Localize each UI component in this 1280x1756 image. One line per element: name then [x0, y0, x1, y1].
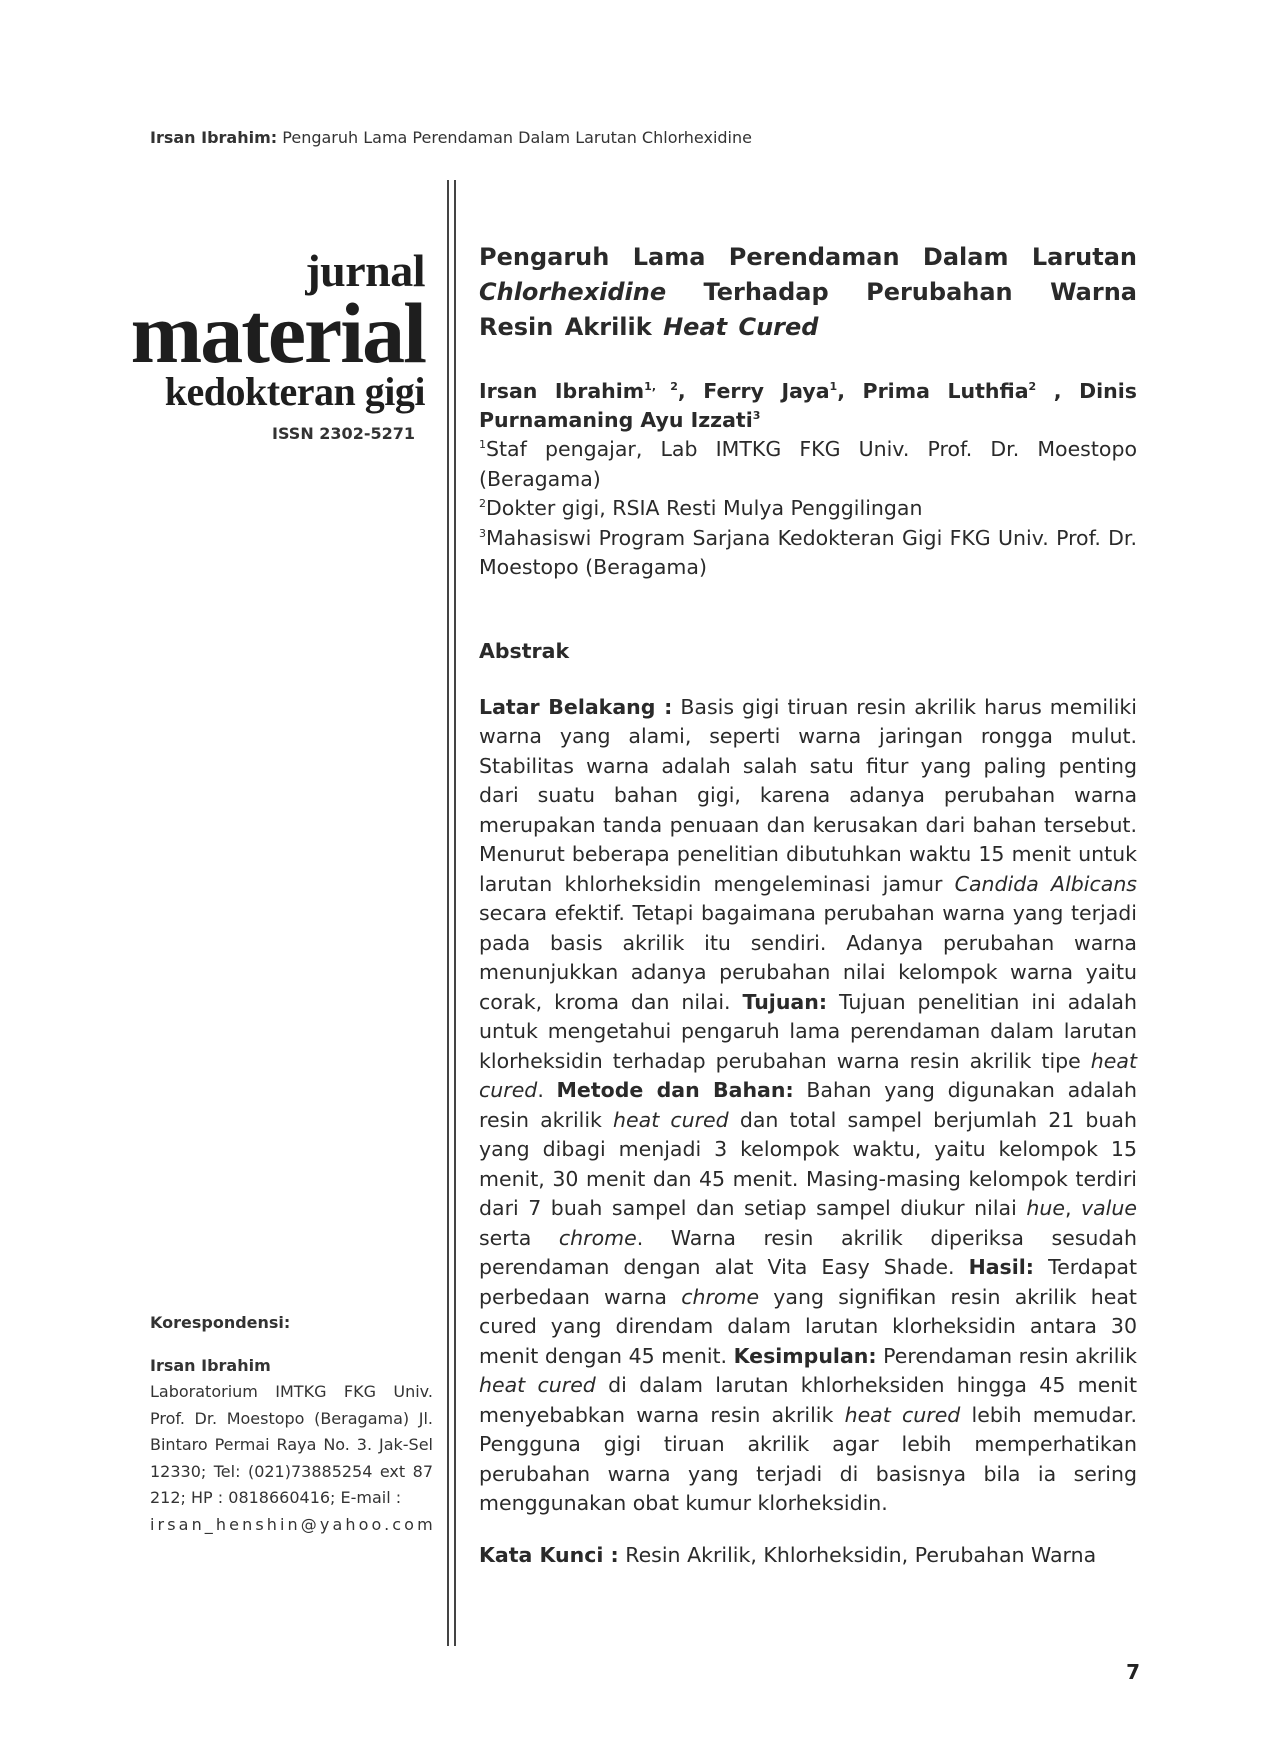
- keywords: [479, 1541, 1137, 1571]
- abstract-latar-label: Latar Belakang :: [479, 694, 673, 719]
- affiliation-1: [479, 435, 1137, 494]
- correspondence-block: [150, 1310, 436, 1538]
- journal-logo-line1: jurnal: [305, 245, 425, 296]
- title-part2: Chlorhexidine: [479, 278, 667, 306]
- journal-logo-line2: material: [130, 285, 425, 381]
- article-main-column: [479, 240, 1137, 1570]
- affiliation-text: Staf pengajar, Lab IMTKG FKG Univ. Prof. Dr. Moestopo (Beragama): [479, 437, 1137, 491]
- issn: ISSN 2302-5271: [272, 424, 415, 443]
- running-head: [150, 128, 752, 147]
- author-name: Dinis Purnamaning Ayu Izzati: [479, 379, 1137, 432]
- abstract-hasil-text2: yang signifikan resin akrilik heat cured yang direndam dalam larutan klorheksidin antara 30 menit dengan 45 menit.: [479, 1284, 1137, 1368]
- abstract-metode-label: Metode dan Bahan:: [556, 1078, 794, 1102]
- abstract-latar-text: Basis gigi tiruan resin akrilik harus memiliki warna yang alami, seperti warna jaringan rongga mulut. Stabilitas warna adalah salah satu fitur yang paling penting dari suatu bahan gigi, karena adanya perubahan warna merupakan tanda penuaan dan kerusakan dari bahan tersebut. Menurut beberapa penelitian dibutuhkan waktu 15 menit untuk larutan khlorheksidin mengeleminasi jamur: [479, 694, 1137, 896]
- affiliation-text: Dokter gigi, RSIA Resti Mulya Penggilingan: [486, 496, 923, 520]
- correspondence-name: Irsan Ibrahim: [150, 1355, 271, 1375]
- title-part4: Heat Cured: [663, 313, 819, 341]
- abstract-heading: Abstrak: [479, 638, 570, 663]
- author-name: Ferry Jaya: [703, 379, 830, 403]
- title-part1: Pengaruh Lama Perendaman Dalam Larutan: [479, 243, 1137, 271]
- abstract-hasil-text: Terdapat perbedaan warna: [479, 1255, 1137, 1309]
- author-name: Prima Luthfia: [862, 379, 1029, 403]
- affiliation-3: [479, 524, 1137, 583]
- abstract-kesimpulan-text2: di dalam larutan khlorheksiden hingga 45 menit menyebabkan warna resin akrilik: [479, 1373, 1137, 1427]
- keywords-label: Kata Kunci :: [479, 1542, 619, 1567]
- affiliation-text: Mahasiswi Program Sarjana Kedokteran Gigi FKG Univ. Prof. Dr. Moestopo (Beragama): [479, 525, 1137, 579]
- abstract-metode-italic: heat cured: [613, 1107, 729, 1132]
- author-list: Irsan Ibrahim$^{1, 2}$, Ferry Jaya$^1$, Prima Luthfia$^2$ , Dinis Purnamaning Ayu Izzati$^3$: [479, 379, 1137, 432]
- keywords-text: Resin Akrilik, Khlorheksidin, Perubahan Warna: [625, 1542, 1097, 1567]
- abstract-kesimpulan-label: Kesimpulan:: [733, 1343, 877, 1368]
- abstract-latar-text2: secara efektif. Tetapi bagaimana perubahan warna yang terjadi pada basis akrilik itu sendiri. Adanya perubahan warna menunjukkan adanya perubahan nilai kelompok warna yaitu corak, kroma dan nilai.: [479, 901, 1137, 1014]
- abstract-tujuan-label: Tujuan:: [742, 989, 828, 1014]
- abstract-hasil-label: Hasil:: [968, 1255, 1035, 1279]
- abstract-metode-text4: Warna resin akrilik diperiksa sesudah perendaman dengan alat Vita Easy Shade.: [479, 1225, 1137, 1279]
- abstract-metode-text: Bahan yang digunakan adalah resin akrilik: [479, 1078, 1137, 1132]
- title-part3: Terhadap Perubahan Warna Resin Akrilik: [479, 278, 1137, 341]
- column-divider: [447, 180, 456, 1646]
- abstract-metode-text3: serta: [479, 1225, 532, 1250]
- affiliation-sup: 3: [479, 526, 486, 540]
- author-name: Irsan Ibrahim: [479, 379, 645, 403]
- affiliation-sup: 1: [479, 438, 486, 451]
- journal-logo-line3: kedokteran gigi: [164, 369, 425, 414]
- abstract-metode-italic: value: [1080, 1196, 1137, 1220]
- correspondence-address: Laboratorium IMTKG FKG Univ. Prof. Dr. Moestopo (Beragama) Jl. Bintaro Permai Raya No. 3. Jak-Sel 12330; Tel: (021)73885254 ext 87 212; HP : 0818660416; E-mail :: [150, 1382, 433, 1507]
- journal-logo: [130, 245, 425, 414]
- author-sup: 1: [829, 380, 838, 393]
- running-head-title: Pengaruh Lama Perendaman Dalam Larutan Chlorhexidine: [282, 128, 752, 147]
- abstract-metode-italic: chrome: [558, 1225, 637, 1250]
- abstract-hasil-italic: chrome: [681, 1284, 760, 1309]
- correspondence-label: Korespondensi:: [150, 1313, 291, 1332]
- author-sup: 2: [1028, 380, 1037, 393]
- abstract-kesimpulan-text3: lebih memudar. Pengguna gigi tiruan akrilik agar lebih memperhatikan perubahan warna yang terjadi di basisnya bila ia sering menggunakan obat kumur klorheksidin.: [479, 1402, 1137, 1515]
- abstract-latar-italic: Candida Albicans: [954, 871, 1137, 896]
- author-sup: 1, 2: [644, 380, 678, 393]
- correspondence-email: irsan_henshin@yahoo.com: [150, 1514, 436, 1534]
- abstract-kesimpulan-italic: heat cured: [479, 1373, 596, 1397]
- author-sup: 3: [752, 409, 761, 422]
- running-head-author: Irsan Ibrahim:: [150, 128, 278, 147]
- page-number: 7: [1126, 1660, 1140, 1684]
- affiliation-2: [479, 494, 1137, 524]
- abstract-tujuan-text: Tujuan penelitian ini adalah untuk mengetahui pengaruh lama perendaman dalam larutan klorheksidin terhadap perubahan warna resin akrilik tipe: [479, 989, 1137, 1073]
- article-title: [479, 240, 1137, 345]
- abstract-body: Latar Belakang : Basis gigi tiruan resin akrilik harus memiliki warna yang alami, seperti warna jaringan rongga mulut. Stabilitas warna adalah salah satu fitur yang paling penting dari suatu bahan gigi, karena adanya perubahan warna merupakan tanda penuaan dan kerusakan dari bahan tersebut. Menurut beberapa penelitian dibutuhkan waktu 15 menit untuk larutan khlorheksidin mengeleminasi jamur Candida Albicans secara efektif. Tetapi bagaimana perubahan warna yang terjadi pada basis akrilik itu sendiri. Adanya perubahan warna menunjukkan adanya perubahan nilai kelompok warna yaitu corak, kroma dan nilai. Tujuan: Tujuan penelitian ini adalah untuk mengetahui pengaruh lama perendaman dalam larutan klorheksidin terhadap perubahan warna resin akrilik tipe heat cured. Metode dan Bahan: Bahan yang digunakan adalah resin akrilik heat cured dan total sampel berjumlah 21 buah yang dibagi menjadi 3 kelompok waktu, yaitu kelompok 15 menit, 30 menit dan 45 menit. Masing-masing kelompok terdiri dari 7 buah sampel dan setiap sampel diukur nilai hue, value serta chrome. Warna resin akrilik diperiksa sesudah perendaman dengan alat Vita Easy Shade. Hasil: Terdapat perbedaan warna chrome yang signifikan resin akrilik heat cured yang direndam dalam larutan klorheksidin antara 30 menit dengan 45 menit. Kesimpulan: Perendaman resin akrilik heat cured di dalam larutan khlorheksiden hingga 45 menit menyebabkan warna resin akrilik heat cured lebih memudar. Pengguna gigi tiruan akrilik agar lebih memperhatikan perubahan warna yang terjadi di basisnya bila ia sering menggunakan obat kumur klorheksidin.: [479, 694, 1137, 1515]
- abstract-kesimpulan-italic: heat cured: [844, 1402, 961, 1427]
- affiliation-sup: 2: [479, 497, 486, 510]
- abstract-metode-italic: hue: [1026, 1196, 1065, 1220]
- abstract-kesimpulan-text: Perendaman resin akrilik: [883, 1343, 1137, 1368]
- abstract-metode-text2: dan total sampel berjumlah 21 buah yang dibagi menjadi 3 kelompok waktu, yaitu kelompok 15 menit, 30 menit dan 45 menit. Masing-masing kelompok terdiri dari 7 buah sampel dan setiap sampel diukur nilai: [479, 1107, 1137, 1220]
- abstract-tujuan-italic: heat cured: [479, 1048, 1137, 1102]
